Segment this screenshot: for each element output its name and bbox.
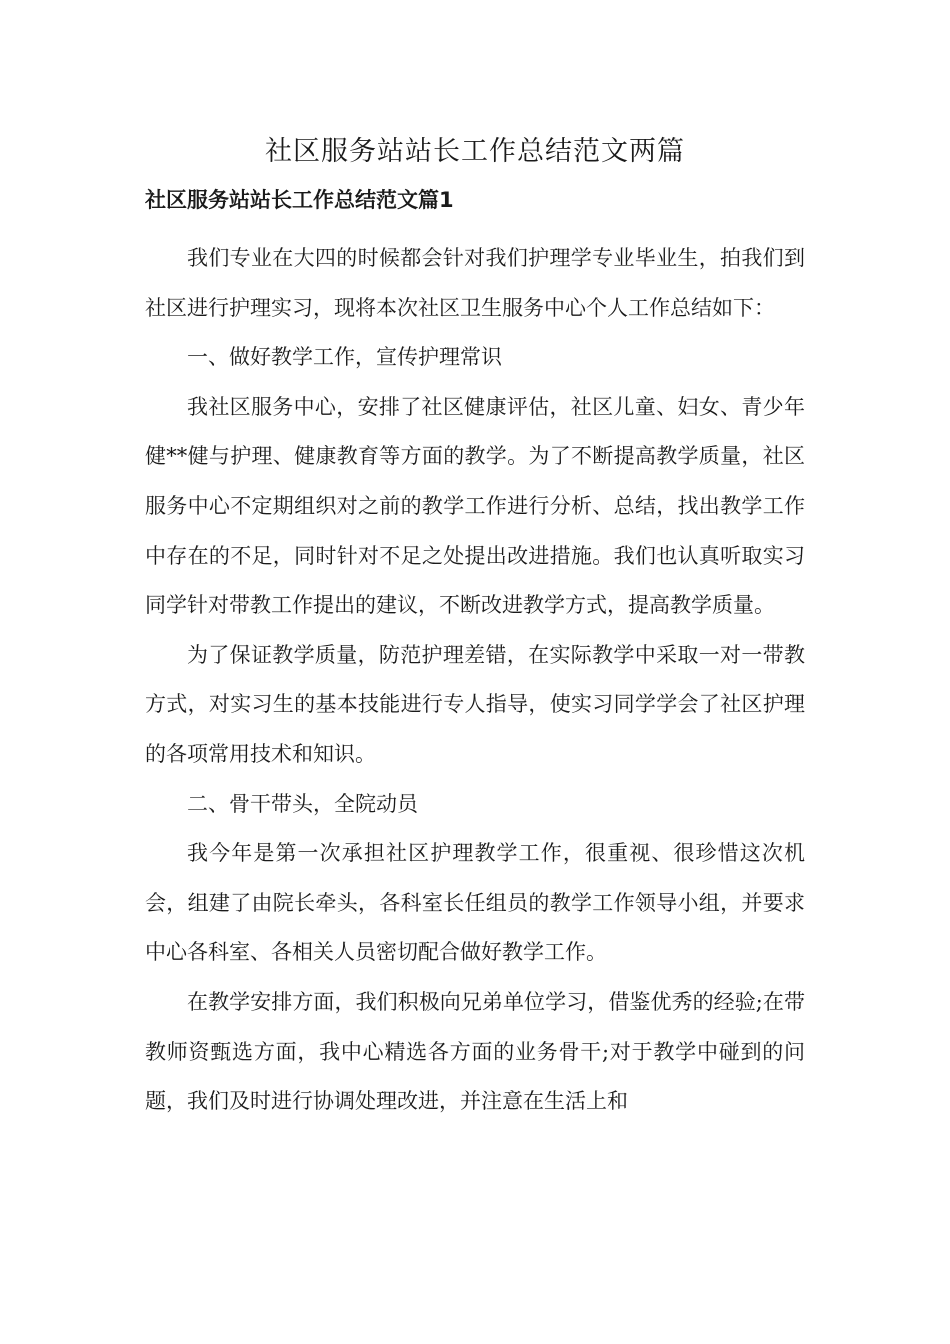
paragraph-intro: 我们专业在大四的时候都会针对我们护理学专业毕业生，拍我们到社区进行护理实习，现将本次社区卫生服务中心个人工作总结如下： <box>145 246 805 320</box>
document-title: 社区服务站站长工作总结范文两篇 <box>265 136 685 167</box>
document-body <box>145 128 805 1127</box>
paragraph-teaching-arrangement: 在教学安排方面，我们积极向兄弟单位学习，借鉴优秀的经验;在带教师资甄选方面，我中心精选各方面的业务骨干;对于教学中碰到的问题，我们及时进行协调处理改进，并注意在生活上和 <box>145 989 805 1114</box>
section-heading: 社区服务站站长工作总结范文篇1 <box>145 188 454 212</box>
paragraph-teaching-content: 我社区服务中心，安排了社区健康评估，社区儿童、妇女、青少年健**健与护理、健康教育等方面的教学。为了不断提高教学质量，社区服务中心不定期组织对之前的教学工作进行分析、总结，找出教学工作中存在的不足，同时针对不足之处提出改进措施。我们也认真听取实习同学针对带教工作提出的建议，不断改进教学方式，提高教学质量。 <box>145 394 805 618</box>
paragraph-leadership-group: 我今年是第一次承担社区护理教学工作，很重视、很珍惜这次机会，组建了由院长牵头，各科室长任组员的教学工作领导小组，并要求中心各科室、各相关人员密切配合做好教学工作。 <box>145 841 805 965</box>
subheading-teaching: 一、做好教学工作，宣传护理常识 <box>187 345 502 370</box>
paragraph-teaching-quality: 为了保证教学质量，防范护理差错，在实际教学中采取一对一带教方式，对实习生的基本技能进行专人指导，使实习同学学会了社区护理的各项常用技术和知识。 <box>145 642 805 766</box>
subheading-backbone: 二、骨干带头，全院动员 <box>187 791 418 816</box>
